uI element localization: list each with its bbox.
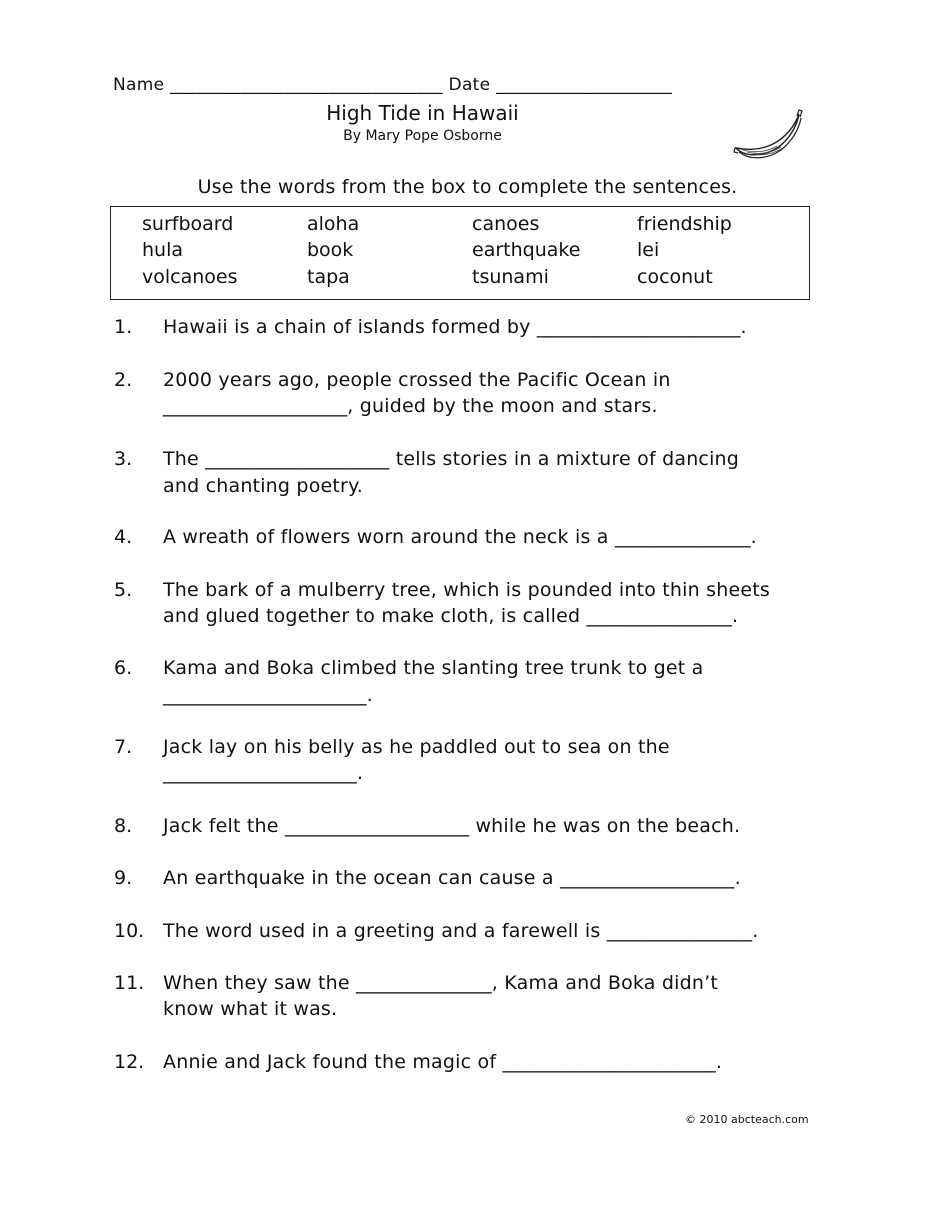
question-text: The bark of a mulberry tree, which is pounded into thin sheets	[163, 579, 771, 601]
word-bank-item: lei	[637, 239, 660, 261]
word-bank-item: earthquake	[472, 239, 581, 261]
name-date-line: Name _______________________________ Date ____________________	[113, 75, 673, 95]
question-number: 10.	[114, 920, 145, 942]
word-bank-item: surfboard	[142, 213, 234, 235]
question-text: Hawaii is a chain of islands formed by _____________________.	[163, 316, 747, 338]
question-text: A wreath of flowers worn around the neck is a ______________.	[163, 526, 757, 548]
question-text: Annie and Jack found the magic of ______________________.	[163, 1051, 723, 1073]
question-text: ____________________.	[163, 762, 364, 784]
question-text: The ___________________ tells stories in a mixture of dancing	[163, 448, 740, 470]
question-number: 9.	[114, 867, 133, 889]
banana-icon	[733, 108, 803, 162]
question-text: An earthquake in the ocean can cause a __________________.	[163, 867, 741, 889]
question-text: Kama and Boka climbed the slanting tree trunk to get a	[163, 657, 704, 679]
word-bank-item: aloha	[307, 213, 360, 235]
word-bank-item: canoes	[472, 213, 540, 235]
instructions: Use the words from the box to complete the sentences.	[197, 176, 738, 198]
worksheet-title: High Tide in Hawaii	[326, 101, 519, 125]
question-text: Jack lay on his belly as he paddled out to sea on the	[163, 736, 670, 758]
question-number: 11.	[114, 972, 145, 994]
question-number: 8.	[114, 815, 133, 837]
word-bank-item: book	[307, 239, 354, 261]
word-bank-item: volcanoes	[142, 266, 238, 288]
question-number: 3.	[114, 448, 133, 470]
word-bank-item: hula	[142, 239, 184, 261]
question-number: 6.	[114, 657, 133, 679]
word-bank-item: coconut	[637, 266, 713, 288]
question-text: Jack felt the ___________________ while he was on the beach.	[163, 815, 741, 837]
word-bank-box	[110, 206, 810, 300]
question-text: The word used in a greeting and a farewell is _______________.	[163, 920, 759, 942]
question-number: 1.	[114, 316, 133, 338]
copyright-footer: © 2010 abcteach.com	[685, 1113, 809, 1126]
question-text: and glued together to make cloth, is called _______________.	[163, 605, 739, 627]
question-number: 12.	[114, 1051, 145, 1073]
question-text: When they saw the ______________, Kama and Boka didn’t	[163, 972, 718, 994]
question-number: 2.	[114, 369, 133, 391]
question-number: 4.	[114, 526, 133, 548]
question-text: ___________________, guided by the moon and stars.	[163, 395, 658, 417]
question-text: and chanting poetry.	[163, 475, 364, 497]
question-number: 5.	[114, 579, 133, 601]
question-text: 2000 years ago, people crossed the Pacific Ocean in	[163, 369, 671, 391]
word-bank-item: tapa	[307, 266, 350, 288]
worksheet-author: By Mary Pope Osborne	[343, 128, 502, 144]
question-text: _____________________.	[163, 684, 373, 706]
word-bank-item: tsunami	[472, 266, 549, 288]
word-bank-item: friendship	[637, 213, 732, 235]
question-text: know what it was.	[163, 998, 338, 1020]
question-number: 7.	[114, 736, 133, 758]
